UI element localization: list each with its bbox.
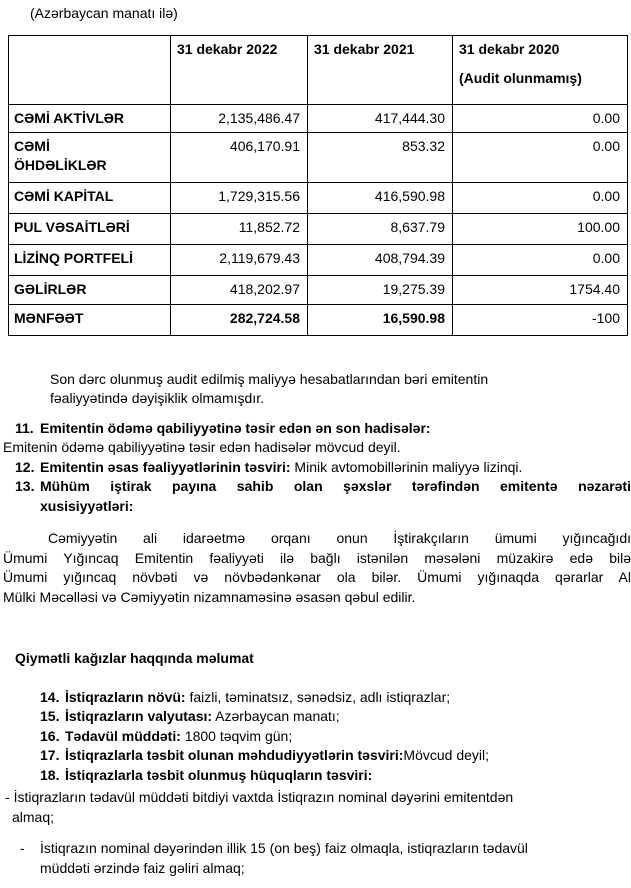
row-label: GƏLİRLƏR: [9, 275, 171, 304]
item-body: Mövcud deyil;: [403, 747, 490, 763]
item-title: Tədavül müddəti:: [65, 727, 181, 744]
dash: -: [5, 789, 10, 805]
bullet-interest: [0, 839, 631, 878]
value-2022: 1,729,315.56: [171, 182, 308, 213]
item-13-title: [15, 477, 631, 497]
governance-line: Ümumi Yığıncaq Emitentin fəaliyyəti ilə bağlı istənilən məsələni müzakirə edə bilə: [3, 549, 631, 566]
value-2022: 406,170.91: [171, 132, 308, 182]
item-number: 12.: [15, 458, 35, 475]
bullet-line: - İstiqrazların tədavül müddəti bitdiyi vaxtda İstiqrazın nominal dəyərini emitentdən: [5, 789, 514, 805]
bullet-line: müddəti ərzində faiz gəliri almaq;: [40, 859, 245, 876]
header-2022: 31 dekabr 2022: [171, 35, 308, 104]
item-11-body: Emitenin ödəmə qabiliyyətinə təsir edən hadisələr mövcud deyil.: [3, 439, 401, 455]
governance-line: Mülki Məcəlləsi və Cəmiyyətin nizamnaməsinə əsasən qəbul edilir.: [3, 588, 416, 605]
intro-line: Son dərc olunmuş audit edilmiş maliyyə hesabatlarından bəri emitentin: [50, 370, 489, 387]
bullet-redemption: [0, 788, 631, 827]
item-11-title: [15, 419, 631, 439]
value-2022: 418,202.97: [171, 275, 308, 304]
item-text: [65, 688, 450, 708]
value-2021: 19,275.39: [308, 275, 453, 304]
value-2022: 282,724.58: [171, 304, 308, 335]
governance-line: Cəmiyyətin ali idarəetmə orqanı onun İştirakçıların ümumi yığıncağıdı: [48, 530, 631, 546]
item-18: [40, 766, 631, 786]
item-title: İstiqrazlarla təsbit olunmuş hüquqların təsviri:: [65, 766, 373, 783]
value-2022: 11,852.72: [171, 213, 308, 244]
value-2021: 408,794.39: [308, 244, 453, 275]
header-2020-audit-note: (Audit olunmamış): [459, 69, 582, 86]
item-15: [40, 707, 631, 727]
item-17: [40, 746, 631, 766]
governance-paragraph: [3, 529, 631, 607]
value-2022: 2,135,486.47: [171, 104, 308, 132]
row-label: CƏMİ KAPİTAL: [9, 182, 171, 213]
item-body: Azərbaycan manatı;: [212, 708, 340, 724]
item-body: faizli, təminatsız, sənədsiz, adlı istiqrazlar;: [185, 688, 451, 705]
item-title: İstiqrazlarla təsbit olunan məhdudiyyətlərin təsviri:: [65, 747, 404, 763]
item-text: [65, 727, 292, 747]
table-row: [9, 132, 628, 182]
item-number: 15.: [40, 708, 60, 724]
row-label: LİZİNQ PORTFELİ: [9, 244, 171, 275]
value-2020: 100.00: [453, 213, 628, 244]
item-number: 17.: [40, 747, 60, 763]
header-empty: [9, 35, 171, 104]
value-2020: 0.00: [453, 132, 628, 182]
item-text: [40, 458, 631, 478]
value-2021: 416,590.98: [308, 182, 453, 213]
item-number: 16.: [40, 727, 60, 744]
intro-line: fəaliyyətində dəyişiklik olmamışdır.: [50, 390, 264, 406]
value-2021: 16,590.98: [308, 304, 453, 335]
securities-heading: Qiymətli kağızlar haqqında məlumat: [15, 650, 254, 666]
table-row: [9, 244, 628, 275]
dash: -: [20, 840, 25, 856]
value-2020: 1754.40: [453, 275, 628, 304]
table-row: [9, 104, 628, 132]
item-12: [15, 458, 631, 478]
item-text: [65, 746, 489, 766]
currency-note: (Azərbaycan manatı ilə): [30, 5, 178, 21]
row-label: PUL VƏSAİTLƏRİ: [9, 213, 171, 244]
item-title: Emitentin ödəmə qabiliyyətinə təsir edən ən son hadisələr:: [40, 419, 431, 436]
value-2021: 417,444.30: [308, 104, 453, 132]
row-label: CƏMİ AKTİVLƏR: [9, 104, 171, 132]
items-11-13: [0, 419, 631, 517]
row-label: CƏMİ ÖHDƏLİKLƏR: [9, 132, 171, 182]
header-2020-date: 31 dekabr 2020: [459, 40, 560, 57]
item-body: Minik avtomobillərinin maliyyə lizinqi.: [290, 458, 523, 475]
item-title: Mühüm iştirak payına sahib olan şəxslər tərəfindən emitentə nəzarəti: [40, 478, 631, 494]
item-text: [65, 707, 340, 727]
item-title: İstiqrazların növü:: [65, 688, 186, 705]
value-2020: 0.00: [453, 244, 628, 275]
value-2021: 8,637.79: [308, 213, 453, 244]
item-number: 13.: [15, 478, 35, 494]
item-number: 11.: [15, 419, 34, 436]
intro-paragraph: [50, 370, 631, 409]
table-row: [9, 304, 628, 335]
value-2022: 2,119,679.43: [171, 244, 308, 275]
row-label: MƏNFƏƏT: [9, 304, 171, 335]
table-row: [9, 182, 628, 213]
value-2020: -100: [453, 304, 628, 335]
item-14: [40, 688, 631, 708]
items-14-18: [0, 688, 631, 786]
table-row: [9, 275, 628, 304]
value-2020: 0.00: [453, 104, 628, 132]
table-row: [9, 213, 628, 244]
financial-table: [8, 35, 628, 336]
item-title: Emitentin əsas fəaliyyətlərinin təsviri:: [40, 458, 291, 475]
item-13-title-line2: xusisiyyətləri:: [40, 497, 134, 514]
item-number: 14.: [40, 688, 60, 705]
table-header-row: [9, 35, 628, 104]
item-number: 18.: [40, 766, 60, 783]
value-2020: 0.00: [453, 182, 628, 213]
header-2020: [453, 35, 628, 104]
item-16: [40, 727, 631, 747]
header-2021: 31 dekabr 2021: [308, 35, 453, 104]
item-title: İstiqrazların valyutası:: [65, 708, 213, 724]
item-body: 1800 təqvim gün;: [180, 727, 293, 744]
bullet-line: - İstiqrazın nominal dəyərindən illik 15 (on beş) faiz olmaqla, istiqrazların tədavül: [20, 839, 631, 859]
bullet-line: almaq;: [12, 808, 55, 825]
value-2021: 853.32: [308, 132, 453, 182]
governance-line: Ümumi yığıncaq növbəti və növbədənkənar ola bilər. Ümumi yığınaqda qərarlar Al: [3, 569, 631, 585]
